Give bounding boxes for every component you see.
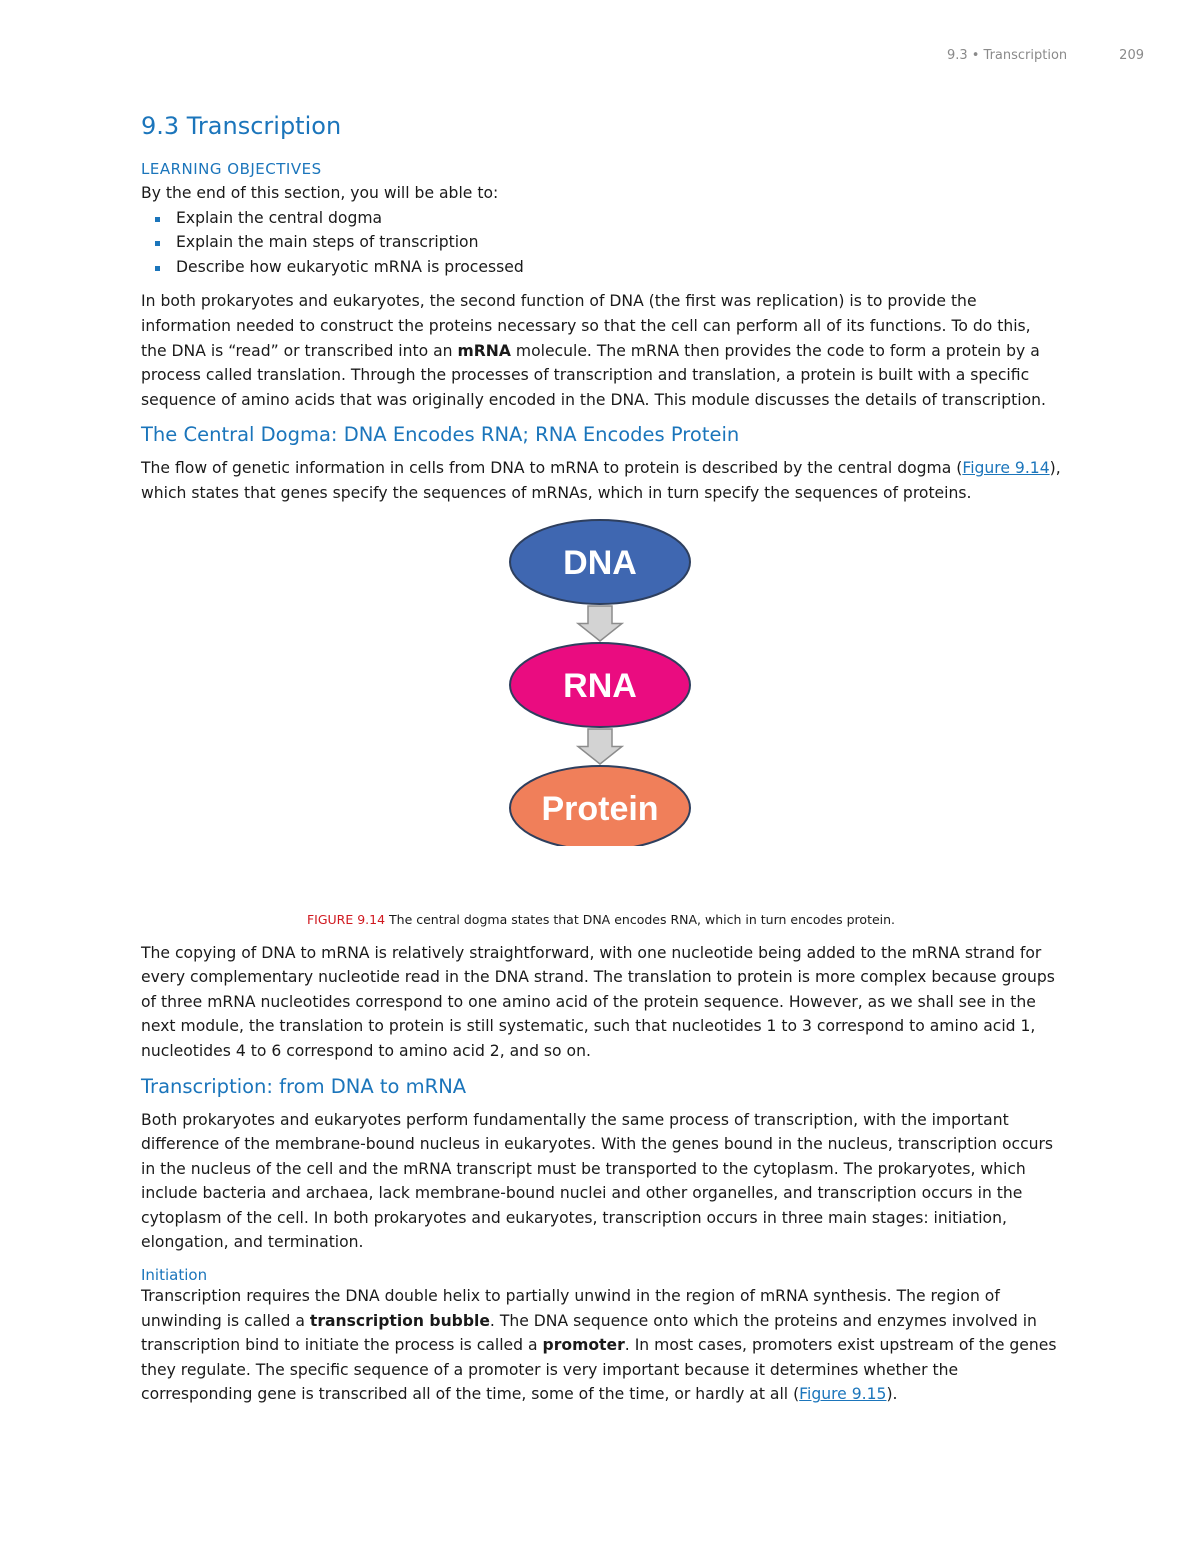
central-dogma-figure (141, 516, 1061, 906)
transcription-paragraph: Both prokaryotes and eukaryotes perform fundamentally the same process of transcription, with the important difference of the membrane-bound nucleus in eukaryotes. With the genes bound in the nucleus, transcription occurs in the nucleus of the cell and the mRNA transcript must be transported to the cytoplasm. The prokaryotes, which include bacteria and archaea, lack membrane-bound nuclei and other organelles, and transcription occurs in the cytoplasm of the cell. In both prokaryotes and eukaryotes, transcription occurs in three main stages: initiation, elongation, and termination. (141, 1110, 1054, 1252)
objective-item: Explain the central dogma (155, 206, 1061, 231)
down-arrow-icon (578, 606, 622, 641)
page-content (141, 112, 1061, 1407)
objective-item: Describe how eukaryotic mRNA is processed (155, 255, 1061, 280)
node-dna (510, 520, 690, 604)
figure-9-14-link[interactable]: Figure 9.14 (962, 459, 1050, 478)
central-dogma-heading: The Central Dogma: DNA Encodes RNA; RNA Encodes Protein (141, 423, 740, 447)
central-dogma-paragraph: The flow of genetic information in cells from DNA to mRNA to protein is described by the central dogma (Figure 9.14), which states that genes specify the sequences of mRNAs, which in turn specify the sequences of proteins. (141, 459, 1061, 502)
term-promoter: promoter (542, 1336, 625, 1355)
down-arrow-icon (578, 729, 622, 764)
term-transcription-bubble: transcription bubble (309, 1311, 490, 1330)
central-dogma-diagram (141, 516, 1061, 846)
figure-9-15-link[interactable]: Figure 9.15 (799, 1385, 887, 1404)
objective-item: Explain the main steps of transcription (155, 230, 1061, 255)
intro-paragraph: In both prokaryotes and eukaryotes, the second function of DNA (the first was replication) is to provide the information needed to construct the proteins necessary so that the cell can perform all of its functions. To do this, the DNA is “read” or transcribed into an mRNA molecule. The mRNA then provides the code to form a protein by a process called translation. Through the processes of transcription and translation, a protein is built with a specific sequence of amino acids that was originally encoded in the DNA. This module discusses the details of transcription. (141, 292, 1046, 409)
transcription-heading: Transcription: from DNA to mRNA (141, 1074, 467, 1098)
node-rna-label: RNA (563, 666, 637, 705)
node-rna (510, 643, 690, 727)
learning-objectives-list (141, 206, 1061, 280)
figure-caption (141, 912, 1061, 927)
copying-paragraph: The copying of DNA to mRNA is relatively straightforward, with one nucleotide being added to the mRNA strand for every complementary nucleotide read in the DNA strand. The translation to protein is more complex because groups of three mRNA nucleotides correspond to one amino acid of the protein sequence. However, as we shall see in the next module, the translation to protein is still systematic, such that nucleotides 1 to 3 correspond to amino acid 1, nucleotides 4 to 6 correspond to amino acid 2, and so on. (141, 943, 1055, 1060)
page-number: 209 (1119, 48, 1144, 63)
node-dna-label: DNA (563, 543, 637, 582)
initiation-paragraph: Transcription requires the DNA double helix to partially unwind in the region of mRNA synthesis. The region of unwinding is called a transcription bubble. The DNA sequence onto which the proteins and enzymes involved in transcription bind to initiate the process is called a promoter. In most cases, promoters exist upstream of the genes they regulate. The specific sequence of a promoter is very important because it determines whether the corresponding gene is transcribed all of the time, some of the time, or hardly at all (Figure 9.15). (141, 1287, 1057, 1404)
initiation-heading: Initiation (141, 1266, 208, 1285)
section-title: 9.3 Transcription (141, 112, 342, 140)
learning-objectives-intro: By the end of this section, you will be able to: (141, 184, 499, 202)
running-head (947, 48, 1144, 63)
learning-objectives-heading: LEARNING OBJECTIVES (141, 160, 322, 178)
node-protein (510, 766, 690, 846)
figure-label: FIGURE 9.14 (306, 911, 386, 927)
term-mrna: mRNA (457, 341, 511, 360)
figure-caption-text: The central dogma states that DNA encodes RNA, which in turn encodes protein. (385, 911, 896, 927)
node-protein-label: Protein (541, 789, 659, 828)
running-head-section: 9.3 • Transcription (946, 48, 1068, 63)
